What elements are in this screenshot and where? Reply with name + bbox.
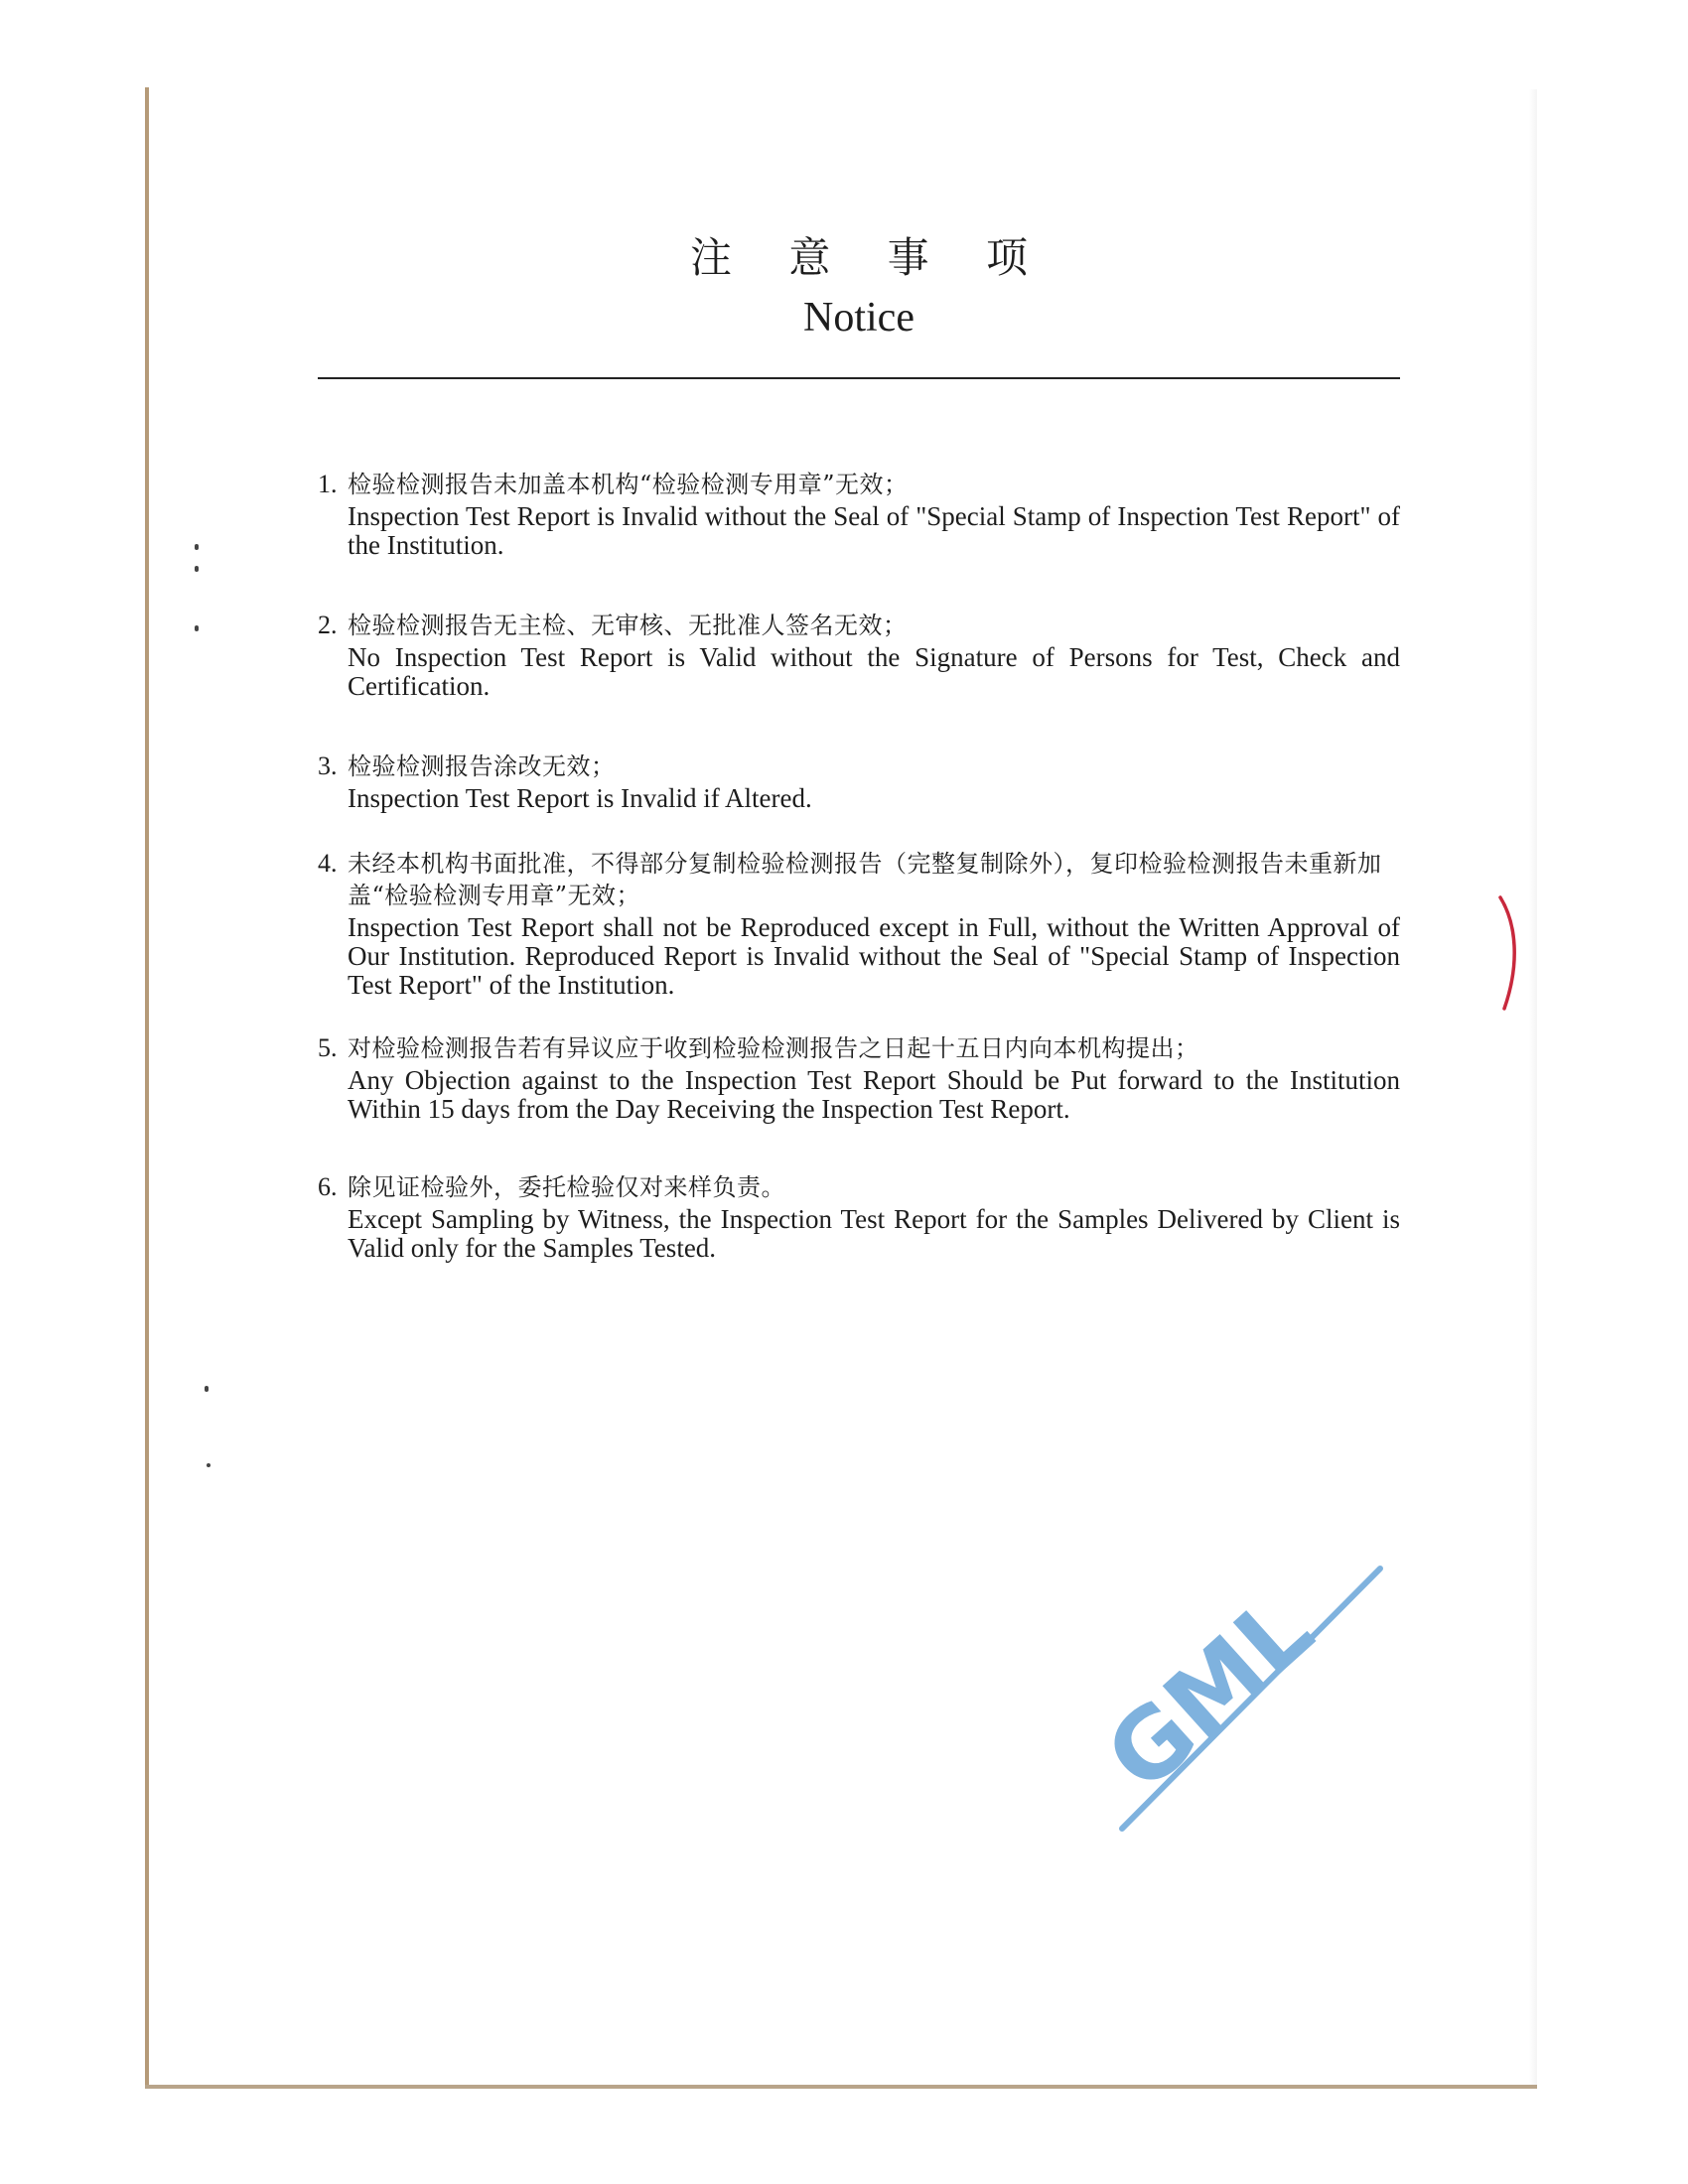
- item-chinese-text: 除见证检验外，委托检验仅对来样负责。: [348, 1173, 785, 1201]
- scan-speck: [195, 625, 199, 631]
- notice-item-1: [318, 469, 1400, 560]
- gml-watermark-logo: [1082, 1529, 1420, 1856]
- item-number: 2.: [318, 611, 338, 639]
- item-english-text: No Inspection Test Report is Valid without the Signature of Persons for Test, Check and Certification.: [348, 642, 1400, 701]
- item-number: 1.: [318, 470, 338, 498]
- notice-item-6: [318, 1171, 1400, 1263]
- notice-item-4: [318, 848, 1400, 1000]
- red-stamp-edge: [1494, 893, 1528, 1013]
- paper-left-edge: [145, 87, 149, 2088]
- watermark-text: GML: [1084, 1573, 1334, 1813]
- paper-bottom-edge: [145, 2085, 1537, 2089]
- scan-speck: [195, 544, 199, 550]
- paper-right-shade: [1529, 89, 1537, 2085]
- item-number: 6.: [318, 1172, 338, 1201]
- item-english-text: Inspection Test Report is Invalid if Altered.: [348, 783, 812, 813]
- scan-speck: [195, 566, 199, 572]
- scan-speck: [205, 1386, 209, 1392]
- item-english-text: Any Objection against to the Inspection Test Report Should be Put forward to the Institution Within 15 days from the Day Receiving the Inspection Test Report.: [348, 1065, 1400, 1124]
- notice-item-3: [318, 751, 1400, 813]
- item-number: 3.: [318, 751, 338, 780]
- item-chinese-text: 检验检测报告未加盖本机构“检验检测专用章”无效；: [348, 471, 909, 498]
- item-english-text: Inspection Test Report shall not be Reproduced except in Full, without the Written Approval of Our Institution. Reproduced Report is Invalid without the Seal of "Special Stamp of Inspection Test Report" of the Institution.: [348, 912, 1400, 1000]
- item-chinese-text: 检验检测报告无主检、无审核、无批准人签名无效；: [348, 612, 908, 639]
- title-divider: [318, 377, 1400, 379]
- title-chinese: 注 意 事 项: [689, 233, 1051, 282]
- item-chinese-text: 未经本机构书面批准，不得部分复制检验检测报告（完整复制除外），复印检验检测报告未重新加盖“检验检测专用章”无效；: [348, 850, 1382, 909]
- item-number: 4.: [318, 849, 338, 878]
- item-english-text: Except Sampling by Witness, the Inspection Test Report for the Samples Delivered by Client is Valid only for the Samples Tested.: [348, 1204, 1400, 1263]
- scan-speck: [207, 1463, 211, 1467]
- notice-item-2: [318, 610, 1400, 701]
- item-chinese-text: 对检验检测报告若有异议应于收到检验检测报告之日起十五日内向本机构提出；: [348, 1034, 1199, 1062]
- notice-item-5: [318, 1032, 1400, 1124]
- title-block: [318, 230, 1400, 345]
- item-chinese-text: 检验检测报告涂改无效；: [348, 752, 616, 780]
- item-english-text: Inspection Test Report is Invalid without the Seal of "Special Stamp of Inspection Test Report" of the Institution.: [348, 501, 1400, 560]
- title-english: Notice: [803, 295, 914, 341]
- item-number: 5.: [318, 1033, 338, 1062]
